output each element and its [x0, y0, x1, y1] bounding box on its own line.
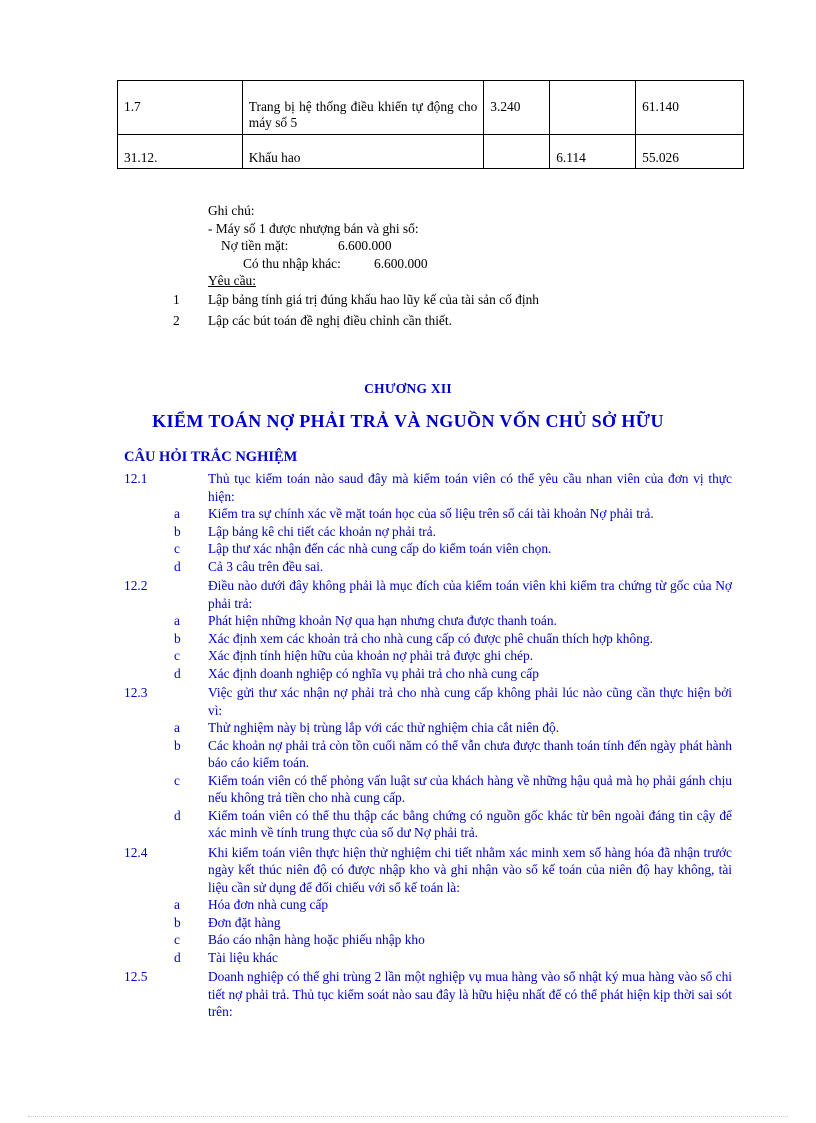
table-cell-description: Khấu hao	[242, 135, 484, 169]
option-letter: c	[174, 932, 180, 947]
option-letter: c	[174, 541, 180, 556]
question	[124, 684, 744, 719]
option-text: Các khoản nợ phải trả còn tồn cuối năm có thể vẫn chưa được thanh toán tính đến ngày phát hành báo cáo kiểm toán.	[208, 737, 732, 770]
question-number: 12.4	[124, 844, 148, 860]
option-text: Kiểm toán viên có thể thu thập các bằng chứng có nguồn gốc khác từ bên ngoài đáng tin cậy để xác minh về tính trung thực của số dư Nợ phải trả.	[208, 807, 732, 840]
table-cell-description: Trang bị hệ thống điều khiển tự động cho máy số 5	[242, 81, 484, 135]
answer-option	[124, 665, 744, 683]
answer-option	[124, 505, 744, 523]
question-number: 12.3	[124, 685, 148, 700]
option-letter: d	[174, 949, 181, 965]
note-income-value: 6.600.000	[374, 256, 428, 271]
option-text: Hóa đơn nhà cung cấp	[208, 897, 329, 912]
option-text: Cả 3 câu trên đều sai.	[208, 558, 324, 574]
question-list	[124, 468, 744, 1021]
answer-option	[124, 807, 744, 842]
option-letter: b	[174, 914, 181, 930]
note-income-label: Có thu nhập khác:	[243, 256, 341, 271]
table-cell-amount: 61.140	[636, 81, 744, 135]
option-letter: d	[174, 807, 181, 823]
option-letter: a	[174, 506, 180, 521]
page-footer-divider	[28, 1116, 788, 1117]
question	[124, 577, 744, 612]
requirement-text: Lập các bút toán đề nghị điều chỉnh cần thiết.	[208, 313, 452, 328]
option-letter: d	[174, 665, 181, 681]
option-text: Báo cáo nhận hàng hoặc phiếu nhập kho	[208, 932, 425, 947]
option-text: Đơn đặt hàng	[208, 914, 281, 930]
option-letter: c	[174, 648, 180, 663]
answer-option	[124, 719, 744, 737]
requirement-text: Lập bảng tính giá trị đúng khấu hao lũy kế của tài sản cố định	[208, 292, 539, 307]
chapter-label: CHƯƠNG XII	[364, 381, 452, 396]
option-text: Lập bảng kê chi tiết các khoản nợ phải trả.	[208, 523, 436, 539]
question-text: Khi kiểm toán viên thực hiện thử nghiệm chi tiết nhằm xác minh xem số hàng hóa đã nhận trước ngày kết thúc niên độ có được nhập kho và ghi nhận vào sổ kế toán của niên độ hay không, tài liệu cần sử dụng để đối chiếu với sổ kế toán là:	[208, 844, 732, 895]
requirement-number: 2	[173, 313, 180, 328]
option-letter: b	[174, 737, 181, 753]
section-heading: CÂU HỎI TRẮC NGHIỆM	[124, 449, 298, 465]
answer-option	[124, 630, 744, 648]
question-text: Việc gửi thư xác nhận nợ phải trả cho nhà cung cấp không phải lúc nào cũng cần thực hiện bởi vì:	[208, 685, 732, 718]
question-text: Thủ tục kiểm toán nào saud đây mà kiểm toán viên có thể yêu cầu nhan viên của đơn vị thực hiện:	[208, 471, 732, 504]
table-cell-code: 31.12.	[118, 135, 243, 169]
question-text: Điều nào dưới đây không phải là mục đích của kiểm toán viên khi kiểm tra chứng từ gốc của Nợ phải trả:	[208, 578, 732, 611]
question	[124, 968, 744, 1021]
option-letter: b	[174, 523, 181, 539]
answer-option	[124, 612, 744, 630]
note-cash-label: Nợ tiền mặt:	[221, 238, 289, 253]
option-text: Xác định doanh nghiệp có nghĩa vụ phải trả cho nhà cung cấp	[208, 665, 539, 681]
note-line: - Máy số 1 được nhượng bán và ghi sổ:	[208, 221, 419, 236]
table-cell-code: 1.7	[118, 81, 243, 135]
question-number: 12.2	[124, 578, 148, 593]
option-text: Thử nghiệm này bị trùng lắp với các thử nghiệm chia cắt niên độ.	[208, 720, 560, 735]
option-text: Kiểm toán viên có thể phỏng vấn luật sư của khách hàng về những hậu quả mà họ phải gánh chịu nếu không trả tiền cho nhà cung cấp.	[208, 772, 732, 805]
answer-option	[124, 914, 744, 932]
question	[124, 844, 744, 897]
option-letter: b	[174, 630, 181, 646]
option-text: Kiểm tra sự chính xác về mặt toán học của số liệu trên sổ cái tài khoản Nợ phải trả.	[208, 506, 654, 521]
answer-option	[124, 737, 744, 772]
answer-option	[124, 647, 744, 665]
option-letter: a	[174, 897, 180, 912]
question-number: 12.1	[124, 471, 148, 486]
option-text: Xác định xem các khoản trả cho nhà cung cấp có được phê chuẩn thích hợp không.	[208, 630, 653, 646]
requirements-heading: Yêu cầu:	[208, 273, 256, 288]
option-letter: a	[174, 613, 180, 628]
option-text: Tài liệu khác	[208, 949, 278, 965]
note-cash-value: 6.600.000	[338, 238, 392, 253]
answer-option	[124, 523, 744, 541]
option-text: Xác định tính hiện hữu của khoản nợ phải trả được ghi chép.	[208, 648, 534, 663]
table-row	[118, 135, 744, 169]
option-letter: c	[174, 772, 180, 788]
chapter-title: KIỂM TOÁN NỢ PHẢI TRẢ VÀ NGUỒN VỐN CHỦ SỞ HỮU	[152, 411, 664, 431]
answer-option	[124, 540, 744, 558]
answer-option	[124, 896, 744, 914]
answer-option	[124, 772, 744, 807]
table-cell-amount	[484, 135, 550, 169]
answer-option	[124, 949, 744, 967]
table-cell-amount: 6.114	[550, 135, 636, 169]
answer-option	[124, 931, 744, 949]
option-letter: a	[174, 720, 180, 735]
table-cell-amount	[550, 81, 636, 135]
option-text: Phát hiện những khoản Nợ qua hạn nhưng chưa được thanh toán.	[208, 613, 557, 628]
option-letter: d	[174, 558, 181, 574]
answer-option	[124, 558, 744, 576]
option-text: Lập thư xác nhận đến các nhà cung cấp do kiểm toán viên chọn.	[208, 541, 552, 556]
table-cell-amount: 55.026	[636, 135, 744, 169]
table-cell-amount: 3.240	[484, 81, 550, 135]
question-text: Doanh nghiệp có thể ghi trùng 2 lần một nghiệp vụ mua hàng vào sổ nhật ký mua hàng vào sổ chi tiết nợ phải trả. Thủ tục kiểm soát nào sau đây là hữu hiệu nhất để có thể phát hiện kịp thời sai sót trên:	[208, 969, 732, 1019]
question	[124, 470, 744, 505]
ledger-table	[117, 80, 744, 169]
table-row	[118, 81, 744, 135]
question-number: 12.5	[124, 969, 148, 984]
requirement-number: 1	[173, 292, 180, 307]
note-heading: Ghi chú:	[208, 203, 255, 218]
